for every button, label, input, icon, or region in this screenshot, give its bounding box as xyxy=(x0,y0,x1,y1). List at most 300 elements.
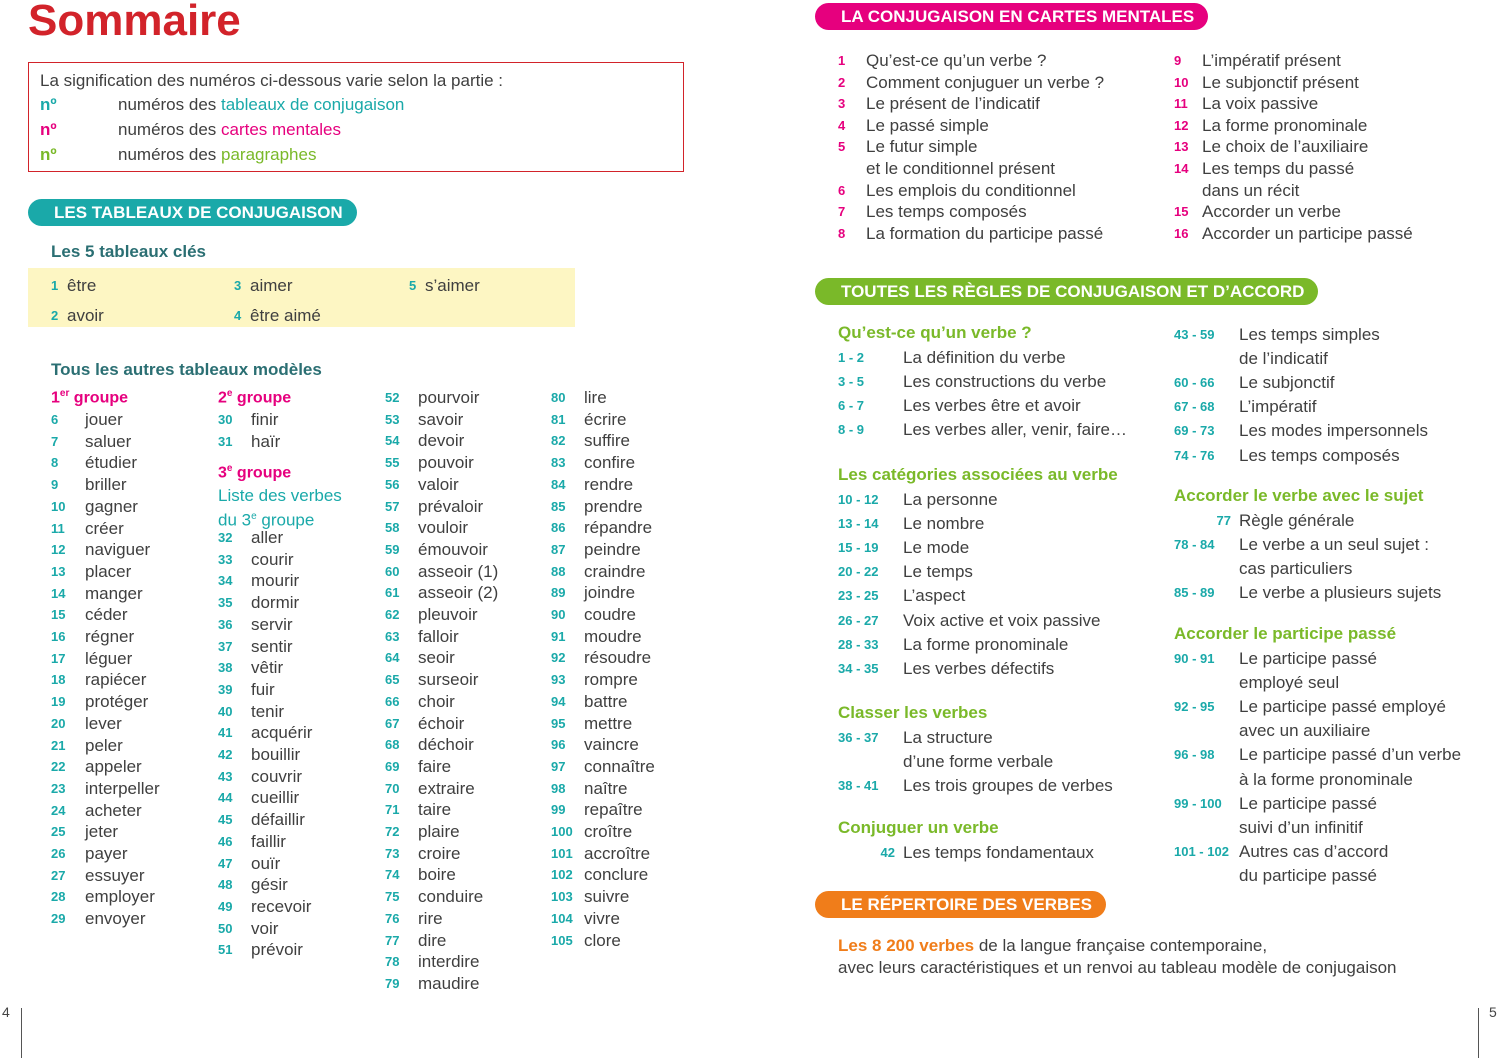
legend-item xyxy=(118,120,341,140)
verb-number: 89 xyxy=(551,585,566,601)
regles-block-title: Accorder le participe passé xyxy=(1174,624,1397,643)
regle-number: 74 - 76 xyxy=(1174,447,1215,463)
carte-label: Les emplois du conditionnel xyxy=(866,180,1076,200)
verb-number: 11 xyxy=(51,520,65,536)
regle-label: Le participe passé xyxy=(1239,793,1377,813)
carte-number: 2 xyxy=(838,74,846,90)
regle-number: 60 - 66 xyxy=(1174,375,1215,391)
verb-number: 46 xyxy=(218,833,233,849)
verb-number: 97 xyxy=(551,758,566,774)
verb-label: rire xyxy=(418,908,443,928)
carte-number: 11 xyxy=(1174,96,1188,112)
regle-number: 43 - 59 xyxy=(1174,327,1215,342)
verb-label: protéger xyxy=(85,692,149,712)
verb-label: déchoir xyxy=(418,735,474,755)
verb-number: 39 xyxy=(218,681,233,697)
cles-label: avoir xyxy=(67,306,104,325)
regle-label: La forme pronominale xyxy=(903,634,1069,654)
verb-label: battre xyxy=(584,691,628,711)
cles-label: s’aimer xyxy=(425,276,480,295)
regle-number: 77 xyxy=(1216,513,1231,528)
repertoire-line2: avec leurs caractéristiques et un renvoi au tableau modèle de conjugaison xyxy=(838,958,1397,977)
carte-number: 12 xyxy=(1174,117,1189,133)
verb-number: 48 xyxy=(218,877,233,893)
verb-label: mourir xyxy=(251,571,300,591)
groupe1-title: 1er groupe xyxy=(51,388,129,407)
verb-label: asseoir (2) xyxy=(418,583,499,603)
regles-block-title: Conjuguer un verbe xyxy=(838,818,999,837)
regle-number: 42 xyxy=(880,845,895,860)
verb-number: 38 xyxy=(218,660,233,676)
verb-number: 64 xyxy=(385,650,400,666)
verb-label: vivre xyxy=(584,908,620,928)
regle-label: L’impératif xyxy=(1239,397,1317,417)
verb-number: 17 xyxy=(51,650,66,666)
page-number-right: 5 xyxy=(1489,1004,1497,1020)
verb-number: 103 xyxy=(551,889,573,905)
verb-number: 18 xyxy=(51,672,66,688)
verb-label: mettre xyxy=(584,713,633,733)
verb-label: seoir xyxy=(418,648,455,668)
section-tableaux: LES TABLEAUX DE CONJUGAISON xyxy=(28,199,357,226)
verb-number: 6 xyxy=(51,412,59,427)
verb-label: défaillir xyxy=(251,810,305,830)
regle-label: Voix active et voix passive xyxy=(903,610,1101,630)
cles-label: être xyxy=(67,276,97,295)
verb-label: maudire xyxy=(418,973,480,993)
carte-label: Le présent de l’indicatif xyxy=(866,94,1040,114)
verb-number: 41 xyxy=(218,725,233,741)
verb-label: rapiécer xyxy=(85,670,147,690)
verb-label: choir xyxy=(418,691,455,711)
verb-number: 23 xyxy=(51,780,66,796)
regle-number: 6 - 7 xyxy=(838,398,865,414)
regles-block-title: Accorder le verbe avec le sujet xyxy=(1174,486,1424,505)
verb-number: 16 xyxy=(51,629,66,644)
verb-label: repaître xyxy=(584,800,643,820)
verb-number: 22 xyxy=(51,759,66,775)
carte-number: 8 xyxy=(838,225,846,241)
verb-number: 72 xyxy=(385,824,400,839)
verb-label: peindre xyxy=(584,539,641,559)
verb-label: aller xyxy=(251,528,284,547)
verb-number: 65 xyxy=(385,672,400,688)
regle-number: 8 - 9 xyxy=(838,422,865,438)
verb-number: 27 xyxy=(51,867,66,883)
verb-number: 25 xyxy=(51,824,66,840)
verb-label: vouloir xyxy=(418,518,469,538)
verb-number: 24 xyxy=(51,802,66,818)
cles-number: 4 xyxy=(234,308,242,323)
carte-label: Comment conjuguer un verbe ? xyxy=(866,72,1105,92)
cles-number: 3 xyxy=(234,278,242,293)
carte-label: Qu’est-ce qu’un verbe ? xyxy=(866,51,1047,70)
regle-label: Les modes impersonnels xyxy=(1239,421,1428,441)
verb-label: clore xyxy=(584,930,621,950)
carte-label: Accorder un participe passé xyxy=(1202,223,1413,243)
regle-label: suivi d’un infinitif xyxy=(1239,817,1363,837)
verb-number: 26 xyxy=(51,846,66,861)
verb-label: sentir xyxy=(251,636,293,656)
section-repertoire: LE RÉPERTOIRE DES VERBES xyxy=(815,891,1106,918)
verb-label: couvrir xyxy=(251,766,303,786)
verb-number: 104 xyxy=(551,910,573,926)
verb-number: 31 xyxy=(218,433,233,449)
verb-label: échoir xyxy=(418,713,465,733)
legend-label: paragraphes xyxy=(221,145,317,164)
verb-number: 29 xyxy=(51,911,66,927)
regle-label: La définition du verbe xyxy=(903,348,1066,367)
regle-number: 10 - 12 xyxy=(838,492,879,507)
regle-label: cas particuliers xyxy=(1239,559,1353,579)
verb-number: 80 xyxy=(551,390,566,405)
carte-label: L’impératif présent xyxy=(1202,51,1341,70)
verb-number: 76 xyxy=(385,910,400,926)
verb-label: faillir xyxy=(251,831,286,851)
verb-label: asseoir (1) xyxy=(418,561,499,581)
verb-number: 56 xyxy=(385,476,400,492)
verb-number: 91 xyxy=(551,628,566,644)
verb-label: dire xyxy=(418,930,447,950)
carte-number: 14 xyxy=(1174,161,1189,176)
cles-number: 2 xyxy=(51,308,59,323)
regle-label: L’aspect xyxy=(903,586,966,606)
section-regles: TOUTES LES RÈGLES DE CONJUGAISON ET D’ACCORD xyxy=(815,278,1318,305)
carte-number: 5 xyxy=(838,139,846,155)
verb-number: 67 xyxy=(385,715,400,731)
verb-number: 100 xyxy=(551,824,573,839)
verb-label: conduire xyxy=(418,887,484,907)
verb-number: 82 xyxy=(551,433,566,449)
verb-number: 44 xyxy=(218,790,233,806)
carte-number: 6 xyxy=(838,182,846,198)
verb-label: naître xyxy=(584,778,628,798)
verb-number: 62 xyxy=(385,607,400,622)
verb-number: 34 xyxy=(218,573,233,589)
autres-title: Tous les autres tableaux modèles xyxy=(51,360,322,379)
legend-label: tableaux de conjugaison xyxy=(221,95,405,114)
verb-number: 60 xyxy=(385,563,400,579)
verb-number: 32 xyxy=(218,530,233,545)
verb-label: boire xyxy=(418,865,456,885)
verb-number: 81 xyxy=(551,411,566,427)
carte-label: Les temps composés xyxy=(866,202,1027,222)
verb-label: valoir xyxy=(418,474,459,494)
verb-number: 90 xyxy=(551,607,566,622)
verb-number: 19 xyxy=(51,694,66,710)
verb-number: 88 xyxy=(551,563,566,579)
verb-number: 59 xyxy=(385,541,400,557)
verb-number: 61 xyxy=(385,585,400,601)
carte-number: 15 xyxy=(1174,204,1189,220)
verb-number: 55 xyxy=(385,455,400,471)
regle-number: 15 - 19 xyxy=(838,540,879,556)
verb-label: accroître xyxy=(584,843,651,863)
verb-label: rendre xyxy=(584,474,634,494)
carte-number: 16 xyxy=(1174,225,1189,241)
groupe2-title: 2e groupe xyxy=(218,388,292,407)
verb-label: régner xyxy=(85,627,135,646)
page-divider-right xyxy=(1478,1008,1479,1058)
regle-label: Le participe passé employé xyxy=(1239,697,1446,717)
verb-label: pleuvoir xyxy=(418,605,478,624)
verb-number: 51 xyxy=(218,942,233,958)
verb-number: 40 xyxy=(218,703,233,719)
verb-label: taire xyxy=(418,800,452,820)
verb-number: 15 xyxy=(51,607,66,623)
carte-label: dans un récit xyxy=(1202,180,1300,200)
carte-number: 13 xyxy=(1174,139,1189,155)
verb-number: 12 xyxy=(51,542,66,558)
verb-number: 86 xyxy=(551,520,566,536)
liste3-link[interactable]: Liste des verbes du 3e groupe xyxy=(218,486,342,530)
verb-number: 42 xyxy=(218,747,233,762)
regle-label: Les trois groupes de verbes xyxy=(903,776,1113,796)
verb-number: 105 xyxy=(551,932,573,948)
verb-label: vêtir xyxy=(251,658,284,678)
verb-number: 43 xyxy=(218,768,233,784)
verb-label: ouïr xyxy=(251,853,281,873)
verb-number: 95 xyxy=(551,715,566,731)
verb-label: appeler xyxy=(85,757,142,777)
verb-number: 47 xyxy=(218,855,233,871)
verb-label: tenir xyxy=(251,701,285,721)
regle-label: Le temps xyxy=(903,562,973,582)
carte-label: Accorder un verbe xyxy=(1202,202,1341,222)
carte-label: La forme pronominale xyxy=(1202,115,1368,135)
verb-label: peler xyxy=(85,735,123,755)
verb-label: servir xyxy=(251,614,293,634)
verb-number: 74 xyxy=(385,867,400,883)
verb-label: manger xyxy=(85,583,143,603)
regle-number: 92 - 95 xyxy=(1174,699,1215,715)
verb-label: gésir xyxy=(251,875,288,895)
verb-number: 69 xyxy=(385,758,400,774)
verb-label: recevoir xyxy=(251,896,312,916)
regle-number: 85 - 89 xyxy=(1174,585,1215,601)
cles-label: être aimé xyxy=(250,306,321,325)
regle-label: Les temps fondamentaux xyxy=(903,843,1094,862)
carte-label: La formation du participe passé xyxy=(866,223,1104,243)
verb-label: connaître xyxy=(584,756,655,776)
repertoire-highlight: Les 8 200 verbes xyxy=(838,936,975,955)
verb-label: envoyer xyxy=(85,909,146,929)
carte-number: 9 xyxy=(1174,53,1182,68)
verb-label: créer xyxy=(85,518,124,538)
regle-label: Autres cas d’accord xyxy=(1239,841,1389,861)
regle-label: Le verbe a plusieurs sujets xyxy=(1239,583,1442,603)
page-divider-left xyxy=(21,1008,22,1058)
carte-number: 1 xyxy=(838,53,846,68)
page-title: Sommaire xyxy=(28,0,241,45)
regle-number: 36 - 37 xyxy=(838,730,879,745)
verb-label: pouvoir xyxy=(418,453,474,473)
groupe3-title: 3e groupe xyxy=(218,463,292,482)
verb-label: interpeller xyxy=(85,778,160,798)
verb-label: savoir xyxy=(418,409,464,429)
verb-number: 45 xyxy=(218,812,233,828)
legend-intro: La signification des numéros ci-dessous varie selon la partie : xyxy=(40,71,504,90)
verb-number: 13 xyxy=(51,563,66,579)
verb-label: croître xyxy=(584,822,633,841)
verb-label: voir xyxy=(251,918,279,938)
legend-mark: nº xyxy=(40,120,57,139)
verb-label: craindre xyxy=(584,561,646,581)
carte-number: 4 xyxy=(838,117,846,133)
verb-label: employer xyxy=(85,887,155,907)
verb-number: 20 xyxy=(51,715,66,731)
carte-label: Le passé simple xyxy=(866,115,989,135)
verb-number: 68 xyxy=(385,737,400,753)
verb-label: céder xyxy=(85,605,128,625)
verb-number: 79 xyxy=(385,975,400,991)
verb-label: surseoir xyxy=(418,670,479,690)
verb-label: bouillir xyxy=(251,745,301,764)
verb-number: 35 xyxy=(218,595,233,611)
regle-label: La personne xyxy=(903,490,998,509)
regle-number: 3 - 5 xyxy=(838,374,865,390)
regle-label: à la forme pronominale xyxy=(1239,769,1413,789)
regle-number: 78 - 84 xyxy=(1174,537,1215,553)
regle-label: de l’indicatif xyxy=(1239,349,1328,369)
verb-label: fuir xyxy=(251,679,275,699)
verb-number: 87 xyxy=(551,541,566,557)
cles-number: 1 xyxy=(51,278,59,293)
verb-label: briller xyxy=(85,475,127,495)
verb-number: 30 xyxy=(218,412,233,427)
verb-number: 77 xyxy=(385,932,400,948)
legend-item xyxy=(118,95,404,115)
regle-label: avec un auxiliaire xyxy=(1239,721,1371,741)
verb-number: 54 xyxy=(385,433,400,449)
regle-label: Le verbe a un seul sujet : xyxy=(1239,535,1429,555)
verb-label: prévoir xyxy=(251,940,303,960)
verb-number: 63 xyxy=(385,628,400,644)
verb-label: répandre xyxy=(584,518,653,538)
regles-block-title: Les catégories associées au verbe xyxy=(838,465,1118,484)
verb-label: coudre xyxy=(584,605,636,624)
legend-mark: nº xyxy=(40,145,57,164)
regle-label: Le participe passé xyxy=(1239,649,1377,668)
regle-label: Règle générale xyxy=(1239,511,1355,530)
regle-number: 23 - 25 xyxy=(838,588,879,604)
verb-label: résoudre xyxy=(584,648,652,668)
section-cartes: LA CONJUGAISON EN CARTES MENTALES xyxy=(815,3,1208,30)
verb-label: écrire xyxy=(584,409,627,429)
legend-item xyxy=(118,145,316,165)
verb-number: 85 xyxy=(551,498,566,514)
carte-label: La voix passive xyxy=(1202,94,1319,114)
regle-label: Les temps composés xyxy=(1239,445,1400,465)
verb-label: saluer xyxy=(85,431,132,451)
regles-block-title: Classer les verbes xyxy=(838,703,988,722)
legend-mark: nº xyxy=(40,95,57,114)
cles-label: aimer xyxy=(250,276,293,295)
verb-label: haïr xyxy=(251,431,281,451)
verb-label: lire xyxy=(584,388,607,407)
verb-number: 102 xyxy=(551,867,573,883)
page-number-left: 4 xyxy=(2,1004,10,1020)
verb-number: 53 xyxy=(385,411,400,427)
verb-number: 70 xyxy=(385,780,400,796)
regle-number: 38 - 41 xyxy=(838,778,879,794)
regle-number: 34 - 35 xyxy=(838,660,879,676)
verb-label: suffire xyxy=(584,431,630,451)
regle-label: La structure xyxy=(903,728,993,747)
legend-box xyxy=(28,62,684,172)
verb-number: 37 xyxy=(218,638,233,654)
verb-label: interdire xyxy=(418,952,480,972)
repertoire-line1 xyxy=(838,936,1267,956)
verb-number: 98 xyxy=(551,780,566,796)
verb-number: 57 xyxy=(385,498,400,514)
verb-label: rompre xyxy=(584,670,638,690)
verb-label: cueillir xyxy=(251,788,300,808)
verb-number: 49 xyxy=(218,898,233,914)
repertoire-text1: de la langue française contemporaine, xyxy=(974,936,1268,955)
verb-number: 9 xyxy=(51,477,59,493)
verb-number: 52 xyxy=(385,390,400,405)
regles-block-title: Qu’est-ce qu’un verbe ? xyxy=(838,323,1032,342)
verb-number: 84 xyxy=(551,476,566,492)
regle-number: 28 - 33 xyxy=(838,636,879,652)
regle-number: 13 - 14 xyxy=(838,516,879,532)
verb-label: acquérir xyxy=(251,723,313,743)
verb-label: placer xyxy=(85,561,132,581)
regle-number: 101 - 102 xyxy=(1174,843,1229,859)
regle-label: Les verbes défectifs xyxy=(903,658,1055,678)
regle-label: Les verbes être et avoir xyxy=(903,396,1081,416)
verb-label: faire xyxy=(418,756,452,776)
regle-number: 69 - 73 xyxy=(1174,423,1215,439)
verb-label: étudier xyxy=(85,453,137,473)
verb-label: payer xyxy=(85,844,128,863)
carte-label: et le conditionnel présent xyxy=(866,159,1056,178)
regle-number: 90 - 91 xyxy=(1174,651,1215,666)
verb-label: courir xyxy=(251,549,294,569)
verb-number: 94 xyxy=(551,693,566,709)
regle-label: Le subjonctif xyxy=(1239,373,1335,393)
verb-label: acheter xyxy=(85,800,142,820)
regle-label: Les temps simples xyxy=(1239,325,1380,344)
verb-label: naviguer xyxy=(85,540,151,560)
verb-label: gagner xyxy=(85,496,138,516)
verb-label: émouvoir xyxy=(418,539,488,559)
verb-number: 73 xyxy=(385,845,400,861)
verb-number: 93 xyxy=(551,672,566,688)
carte-number: 3 xyxy=(838,96,846,112)
carte-label: Le choix de l’auxiliaire xyxy=(1202,137,1369,157)
verb-number: 21 xyxy=(51,737,66,753)
carte-number: 7 xyxy=(838,204,846,220)
regle-label: Les verbes aller, venir, faire… xyxy=(903,420,1127,440)
verb-number: 7 xyxy=(51,433,59,449)
regle-label: employé seul xyxy=(1239,673,1340,693)
verb-number: 71 xyxy=(385,802,400,818)
verb-label: falloir xyxy=(418,626,459,646)
regle-label: d’une forme verbale xyxy=(903,752,1054,772)
carte-label: Le futur simple xyxy=(866,137,978,157)
verb-label: lever xyxy=(85,713,122,733)
verb-label: conclure xyxy=(584,865,649,885)
verb-label: devoir xyxy=(418,431,465,451)
verb-label: pourvoir xyxy=(418,388,480,407)
regle-number: 20 - 22 xyxy=(838,564,879,580)
verb-label: confire xyxy=(584,453,636,473)
regle-label: Le nombre xyxy=(903,514,985,534)
verb-number: 58 xyxy=(385,520,400,536)
verb-number: 50 xyxy=(218,920,233,936)
